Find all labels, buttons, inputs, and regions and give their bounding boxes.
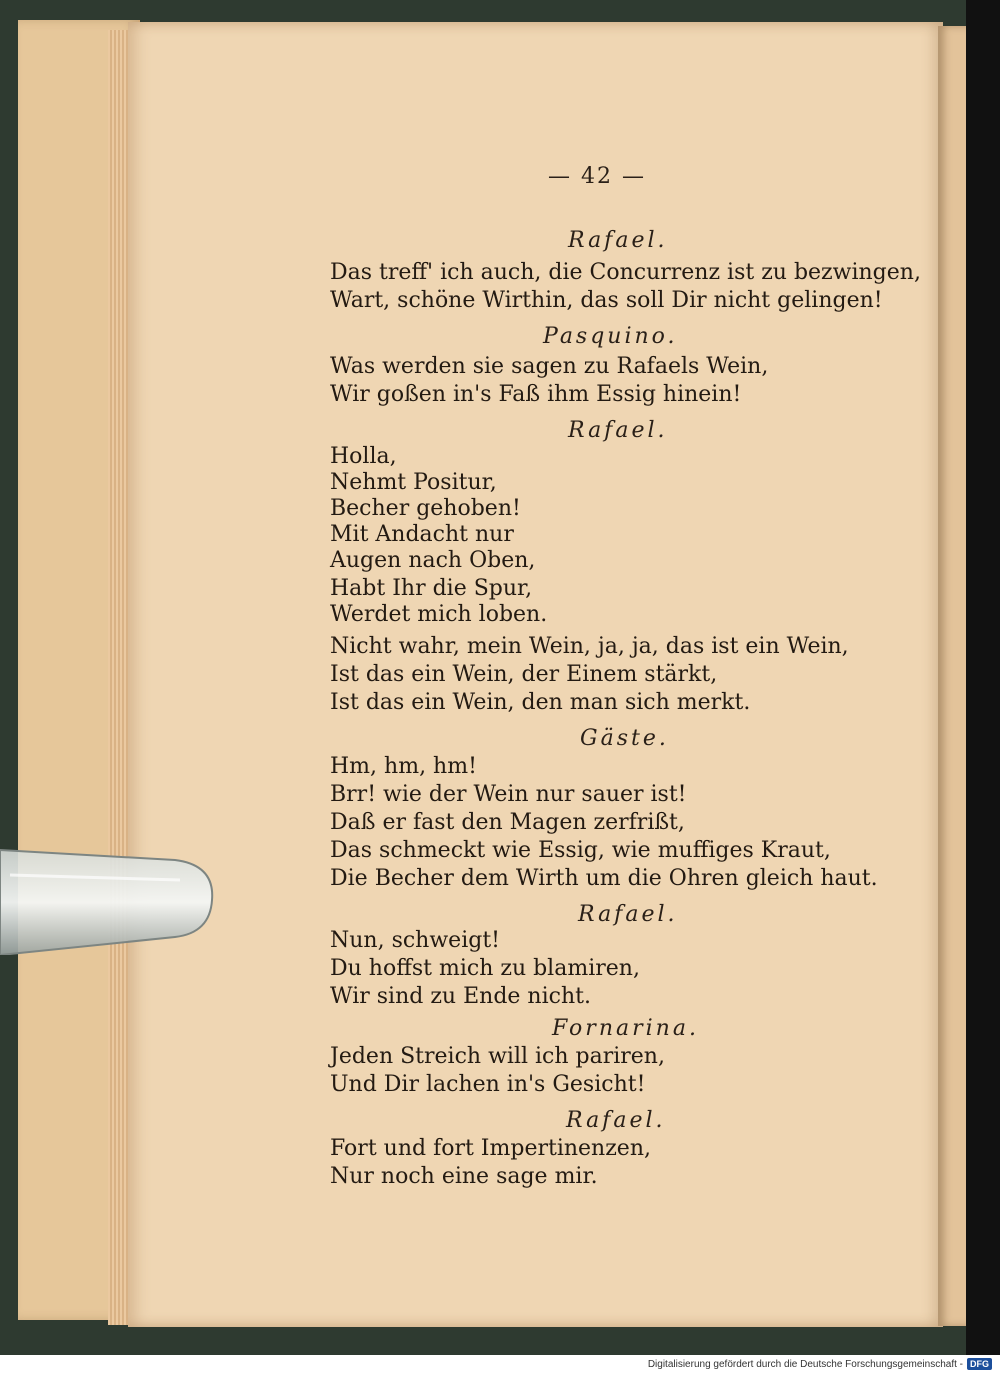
verse-line: Nur noch eine sage mir. [330, 1164, 598, 1189]
verse-line: Holla, [330, 444, 397, 469]
verse-line: Wart, schöne Wirthin, das soll Dir nicht gelingen! [330, 288, 883, 313]
verse-line: Augen nach Oben, [330, 548, 536, 573]
verse-line: Nun, schweigt! [330, 928, 501, 953]
speaker-name: Rafael. [578, 902, 678, 927]
verse-line: Das schmeckt wie Essig, wie muffiges Kraut, [330, 838, 831, 863]
speaker-name: Rafael. [568, 228, 668, 253]
verse-line: Wir goßen in's Faß ihm Essig hinein! [330, 382, 742, 407]
speaker-name: Pasquino. [543, 324, 678, 349]
speaker-name: Fornarina. [552, 1016, 699, 1041]
footer-text: Digitalisierung gefördert durch die Deutsche Forschungsgemeinschaft - [647, 1358, 963, 1370]
verse-line: Habt Ihr die Spur, [330, 576, 533, 601]
dfg-logo: DFG [967, 1358, 992, 1370]
verse-line: Wir sind zu Ende nicht. [330, 984, 591, 1009]
speaker-name: Rafael. [566, 1108, 666, 1133]
verse-line: Hm, hm, hm! [330, 754, 477, 779]
verse-line: Das treff' ich auch, die Concurrenz ist zu bezwingen, [330, 260, 921, 285]
verse-line: Und Dir lachen in's Gesicht! [330, 1072, 646, 1097]
verse-line: Nehmt Positur, [330, 470, 497, 495]
verse-line: Was werden sie sagen zu Rafaels Wein, [330, 354, 769, 379]
verse-line: Ist das ein Wein, der Einem stärkt, [330, 662, 718, 687]
verse-line: Ist das ein Wein, den man sich merkt. [330, 690, 751, 715]
verse-line: Daß er fast den Magen zerfrißt, [330, 810, 685, 835]
right-dark-margin [966, 0, 1000, 1355]
page-holder-clip [0, 845, 215, 955]
verse-line: Werdet mich loben. [330, 602, 548, 627]
speaker-name: Gäste. [580, 726, 669, 751]
speaker-name: Rafael. [568, 418, 668, 443]
digitization-footer [648, 1355, 992, 1373]
verse-line: Mit Andacht nur [330, 522, 514, 547]
right-page-edge [938, 26, 968, 1326]
verse-line: Brr! wie der Wein nur sauer ist! [330, 782, 687, 807]
verse-line: Nicht wahr, mein Wein, ja, ja, das ist ein Wein, [330, 634, 849, 659]
verse-line: Jeden Streich will ich pariren, [330, 1044, 665, 1069]
page-number: — 42 — [548, 164, 646, 189]
verse-line: Fort und fort Impertinenzen, [330, 1136, 651, 1161]
verse-line: Becher gehoben! [330, 496, 521, 521]
verse-line: Du hoffst mich zu blamiren, [330, 956, 640, 981]
verse-line: Die Becher dem Wirth um die Ohren gleich haut. [330, 866, 878, 891]
